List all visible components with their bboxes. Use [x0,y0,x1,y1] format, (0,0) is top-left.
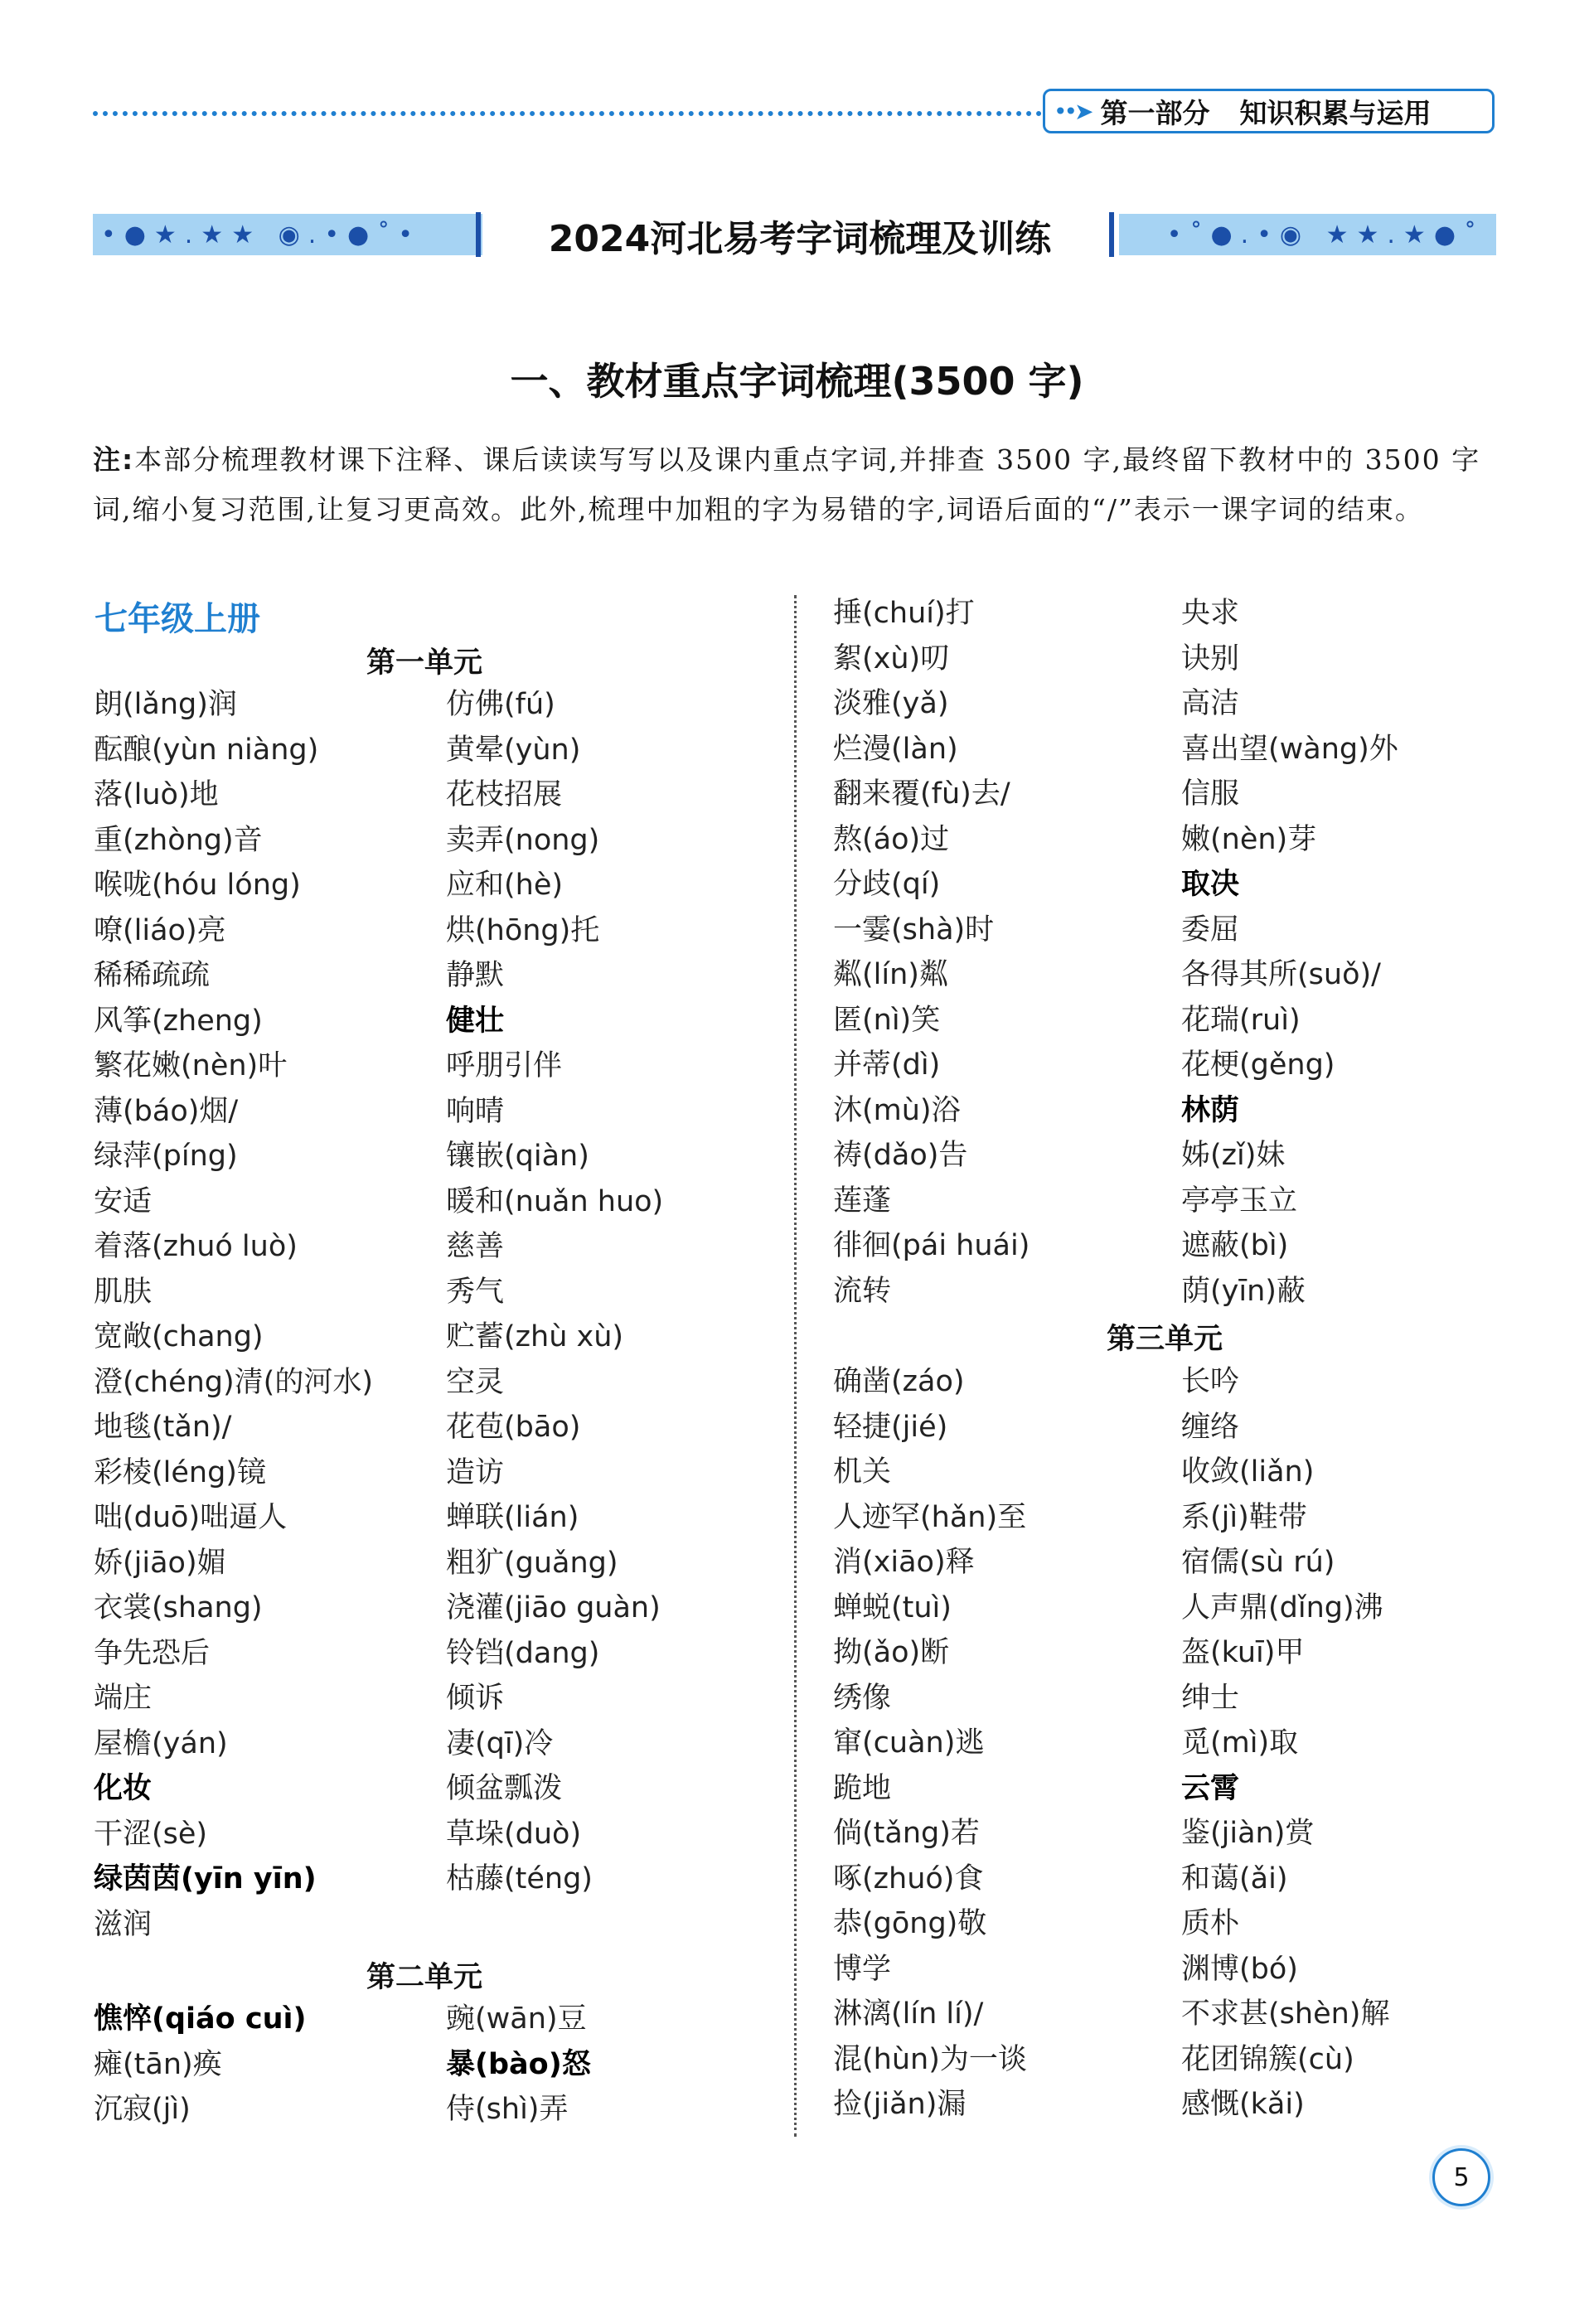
word-entry: 遮蔽(bì) [1181,1229,1289,1262]
word-entry: 分歧(qí) [833,868,941,901]
word-entry: 响晴 [446,1094,505,1128]
word-entry: 混(hùn)为一谈 [833,2042,1027,2076]
word-entry: 应和(hè) [446,869,564,902]
word-entry: 化妆 [94,1772,153,1805]
unit-heading-3: 第三单元 [1106,1323,1223,1356]
word-entry: 花枝招展 [446,778,563,811]
word-entry: 宽敞(chang) [94,1320,264,1353]
word-entry: 收敛(liǎn) [1181,1455,1315,1489]
word-entry: 着落(zhuó luò) [94,1230,298,1263]
word-entry: 宿儒(sù rú) [1181,1546,1335,1579]
word-entry: 盔(kuī)甲 [1181,1636,1305,1669]
word-entry: 徘徊(pái huái) [833,1229,1030,1262]
word-entry: 秀气 [446,1275,505,1309]
word-entry: 长吟 [1181,1365,1240,1398]
word-entry: 落(luò)地 [94,778,219,811]
word-entry: 粼(lín)粼 [833,958,948,991]
word-entry: 空灵 [446,1365,505,1399]
word-entry: 造访 [446,1455,505,1489]
word-entry: 淡雅(yǎ) [833,687,949,720]
word-entry: 嫩(nèn)芽 [1181,822,1317,856]
word-entry: 不求甚(shèn)解 [1181,1997,1390,2031]
word-entry: 花苞(bāo) [446,1411,581,1444]
word-entry: 一霎(shà)时 [833,913,995,947]
note-paragraph [93,435,1502,535]
title-band-right [1119,214,1496,255]
word-entry: 拗(ǎo)断 [833,1636,950,1669]
note-label: 注: [93,443,135,476]
word-entry: 喜出望(wàng)外 [1181,732,1398,766]
word-entry: 衣裳(shang) [94,1591,263,1624]
word-entry: 沐(mù)浴 [833,1093,961,1127]
word-entry: 取决 [1181,868,1240,901]
word-entry: 凄(qī)冷 [446,1726,554,1760]
word-entry: 黄晕(yùn) [446,733,581,767]
word-entry: 蝉联(lián) [446,1501,579,1534]
word-entry: 花瑞(ruì) [1181,1003,1301,1037]
section-label-box [1043,89,1495,133]
word-entry: 绿萍(píng) [94,1140,238,1173]
word-entry: 重(zhòng)音 [94,823,263,857]
word-entry: 流转 [833,1274,892,1308]
section-heading: 一、教材重点字词梳理(3500 字) [510,359,1084,404]
word-column-1 [94,682,373,1947]
word-entry: 委屈 [1181,913,1240,947]
page-title: 2024河北易考字词梳理及训练 [548,218,1052,260]
grade-heading: 七年级上册 [94,600,260,638]
word-entry: 镶嵌(qiàn) [446,1140,589,1173]
word-column-1-unit2 [94,1997,307,2133]
word-entry: 呼朋引伴 [446,1049,563,1082]
word-entry: 娇(jiāo)媚 [94,1546,226,1580]
word-entry: 卖弄(nong) [446,823,600,857]
word-entry: 暴(bào)怒 [446,2047,591,2081]
note-text: 本部分梳理教材课下注释、课后读读写写以及课内重点字词,并排查 3500 字,最终留下教材中的 3500 字词,缩小复习范围,让复习更高效。此外,梳理中加粗的字为易错的字,词语后面的“/”表示一课字词的结束。 [93,443,1481,525]
word-entry: 消(xiāo)释 [833,1546,975,1579]
word-entry: 端庄 [94,1682,153,1715]
word-entry: 捶(chuí)打 [833,597,975,630]
word-entry: 繁花嫩(nèn)叶 [94,1049,288,1082]
word-entry: 绿茵茵(yīn yīn) [94,1862,317,1896]
word-entry: 倘(tǎng)若 [833,1817,980,1850]
word-entry: 缠络 [1181,1410,1240,1444]
word-entry: 憔悴(qiáo cuì) [94,2002,307,2036]
word-entry: 博学 [833,1952,892,1986]
word-column-2-unit2 [446,1997,591,2133]
section-label: 知识积累与运用 [1239,96,1432,129]
word-entry: 仿佛(fú) [446,688,555,721]
decorative-stars-icon: •˚●.•◉ ★★.★●˚ [1166,220,1485,249]
word-entry: 花梗(gěng) [1181,1048,1335,1082]
word-entry: 健壮 [446,1004,505,1038]
word-entry: 熬(áo)过 [833,822,950,856]
word-entry: 亭亭玉立 [1181,1184,1298,1218]
word-entry: 绣像 [833,1681,892,1715]
band-bar-right [1109,212,1114,257]
part-label: 第一部分 [1100,96,1210,129]
decorative-stars-icon: •●★.★★ ◉.•●˚• [101,220,421,249]
word-entry: 花团锦簇(cù) [1181,2042,1354,2076]
word-entry: 荫(yīn)蔽 [1181,1274,1306,1308]
word-entry: 酝酿(yùn niàng) [94,733,319,767]
word-entry: 烂漫(làn) [833,732,958,766]
word-entry: 侍(shì)弄 [446,2093,569,2126]
unit-heading-1: 第一单元 [366,646,482,680]
word-entry: 草垛(duò) [446,1817,582,1851]
word-entry: 倾诉 [446,1682,505,1715]
word-column-3 [833,591,1030,1314]
word-entry: 蝉蜕(tuì) [833,1590,952,1624]
word-entry: 诀别 [1181,642,1240,675]
word-entry: 高洁 [1181,687,1240,720]
word-entry: 各得其所(suǒ)/ [1181,958,1381,991]
word-entry: 安适 [94,1184,153,1218]
arrow-right-icon: ••➤ [1054,97,1091,125]
word-entry: 嘹(liáo)亮 [94,913,226,947]
word-entry: 匿(nì)笑 [833,1003,941,1037]
word-entry: 粗犷(guǎng) [446,1546,618,1580]
word-column-4 [1181,591,1398,1314]
word-entry: 絮(xù)叨 [833,642,950,675]
band-bar-left [476,212,481,257]
word-entry: 姊(zǐ)妹 [1181,1139,1286,1172]
word-entry: 风筝(zheng) [94,1004,263,1038]
word-entry: 淋漓(lín lí)/ [833,1997,984,2031]
word-entry: 朗(lǎng)润 [94,688,237,721]
word-entry: 枯藤(téng) [446,1862,593,1896]
word-entry: 莲蓬 [833,1184,892,1218]
word-entry: 云霄 [1181,1771,1240,1805]
word-column-4-unit3 [1181,1359,1389,2128]
page-number: 5 [1432,2148,1490,2206]
word-entry: 机关 [833,1455,892,1489]
word-entry: 质朴 [1181,1907,1240,1940]
word-entry: 咄(duō)咄逼人 [94,1501,288,1534]
word-entry: 豌(wān)豆 [446,2002,587,2036]
word-entry: 薄(báo)烟/ [94,1094,239,1128]
word-entry: 屋檐(yán) [94,1726,228,1760]
word-entry: 和蔼(ǎi) [1181,1862,1288,1896]
word-entry: 央求 [1181,597,1240,630]
word-entry: 烘(hōng)托 [446,913,600,947]
word-entry: 瘫(tān)痪 [94,2047,222,2081]
word-entry: 翻来覆(fù)去/ [833,777,1010,811]
word-entry: 彩棱(léng)镜 [94,1455,266,1489]
word-entry: 信服 [1181,777,1240,811]
word-entry: 滋润 [94,1907,153,1941]
word-entry: 人声鼎(dǐng)沸 [1181,1590,1383,1624]
word-entry: 觅(mì)取 [1181,1726,1299,1760]
column-divider [794,595,797,2137]
word-entry: 地毯(tǎn)/ [94,1411,232,1444]
word-entry: 捡(jiǎn)漏 [833,2088,967,2121]
word-entry: 系(jì)鞋带 [1181,1500,1307,1534]
title-band-left [93,214,482,255]
word-entry: 澄(chéng)清(的河水) [94,1365,373,1399]
word-entry: 祷(dǎo)告 [833,1139,968,1172]
word-entry: 啄(zhuó)食 [833,1862,984,1896]
word-entry: 并蒂(dì) [833,1048,941,1082]
word-entry: 暖和(nuǎn huo) [446,1184,664,1218]
word-entry: 肌肤 [94,1275,153,1309]
header-dotted-rule [93,111,1042,116]
word-entry: 静默 [446,959,505,992]
unit-heading-2: 第二单元 [366,1961,482,1994]
word-entry: 窜(cuàn)逃 [833,1726,985,1760]
word-entry: 恭(gōng)敬 [833,1907,987,1940]
word-entry: 倾盆瓢泼 [446,1772,563,1805]
word-entry: 铃铛(dang) [446,1636,600,1670]
word-entry: 喉咙(hóu lóng) [94,869,301,902]
word-entry: 沉寂(jì) [94,2093,191,2126]
word-entry: 浇灌(jiāo guàn) [446,1591,661,1624]
word-column-3-unit3 [833,1359,1027,2128]
word-entry: 确凿(záo) [833,1365,965,1398]
word-entry: 慈善 [446,1230,505,1263]
word-entry: 人迹罕(hǎn)至 [833,1500,1027,1534]
word-entry: 轻捷(jié) [833,1410,948,1444]
word-entry: 林荫 [1181,1093,1240,1127]
word-entry: 跪地 [833,1771,892,1805]
word-column-2 [446,682,663,1902]
word-entry: 鉴(jiàn)赏 [1181,1817,1315,1850]
word-entry: 贮蓄(zhù xù) [446,1320,624,1353]
word-entry: 稀稀疏疏 [94,959,211,992]
word-entry: 干涩(sè) [94,1817,208,1851]
word-entry: 感慨(kǎi) [1181,2088,1305,2121]
word-entry: 渊博(bó) [1181,1952,1298,1986]
word-entry: 绅士 [1181,1681,1240,1715]
word-entry: 争先恐后 [94,1636,211,1670]
